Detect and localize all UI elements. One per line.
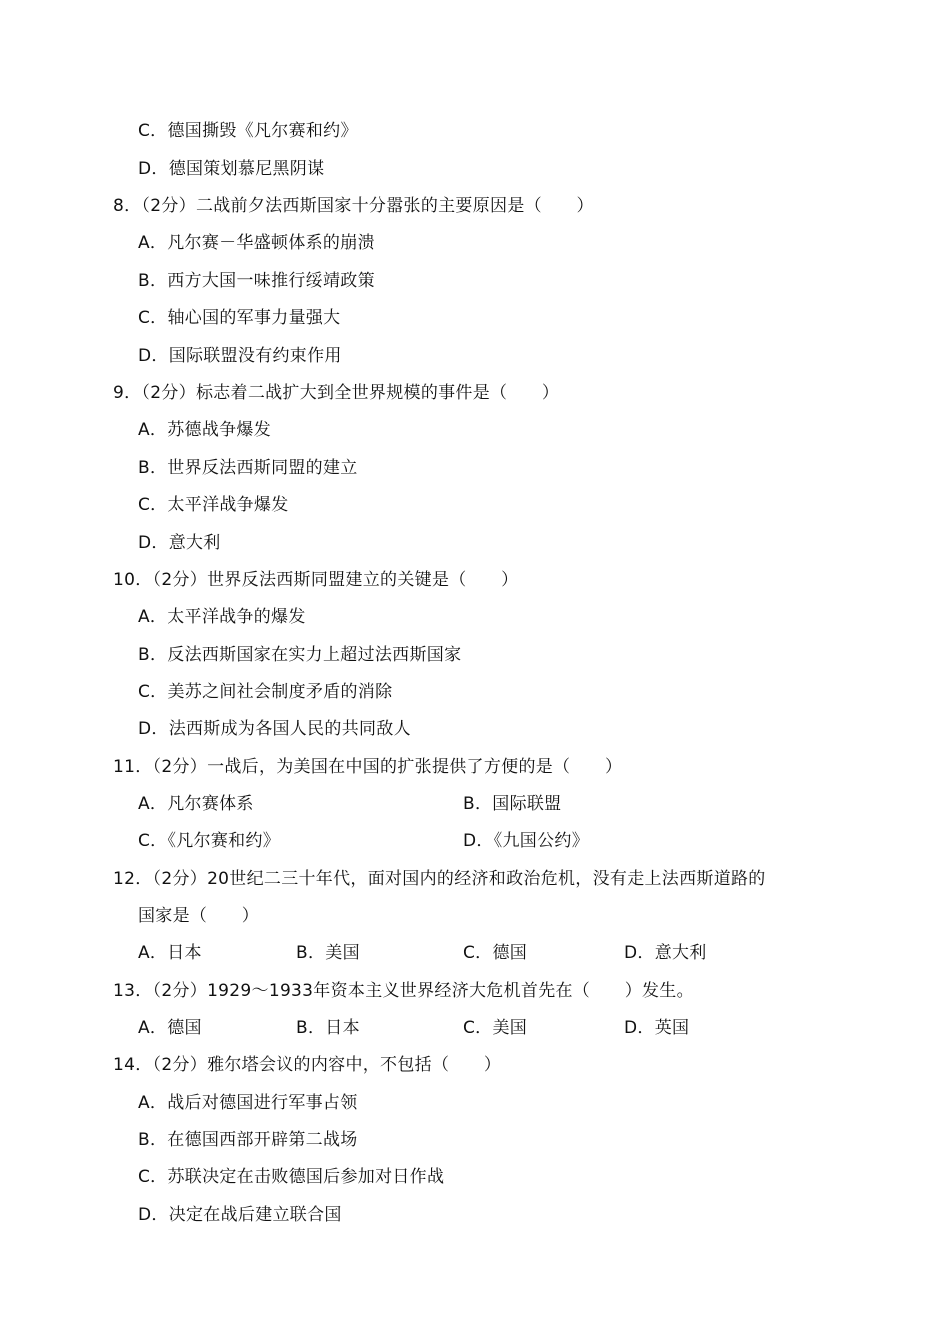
option-letter: B． — [296, 1018, 326, 1038]
q14-option-b — [138, 1129, 358, 1151]
q11-option-b — [463, 793, 561, 815]
option-text: 国际联盟没有约束作用 — [168, 346, 342, 366]
q9-option-a — [138, 419, 271, 441]
option-text: 反法西斯国家在实力上超过法西斯国家 — [167, 645, 462, 665]
option-text: 苏德战争爆发 — [167, 420, 272, 440]
option-letter: C． — [463, 943, 493, 963]
option-letter: A． — [138, 794, 168, 814]
question-text: （2分）雅尔塔会议的内容中，不包括（ ） — [152, 1055, 502, 1075]
q11-option-c — [138, 830, 280, 852]
option-letter: D． — [624, 943, 655, 963]
question-number: 8． — [113, 196, 142, 216]
option-text: 凡尔赛体系 — [167, 794, 254, 814]
option-letter: D． — [138, 719, 169, 739]
q10-option-b — [138, 644, 461, 666]
option-text: 意大利 — [654, 943, 707, 963]
option-text: 决定在战后建立联合国 — [168, 1205, 342, 1225]
q8-stem — [113, 195, 594, 217]
option-letter: C． — [138, 308, 168, 328]
question-text: （2分）世界反法西斯同盟建立的关键是（ ） — [152, 570, 519, 590]
q12-stem — [113, 868, 766, 890]
question-number: 10． — [113, 570, 153, 590]
q14-stem — [113, 1054, 501, 1076]
option-letter: B． — [138, 1130, 168, 1150]
option-letter: A． — [138, 420, 168, 440]
q11-option-d — [463, 830, 589, 852]
option-letter: D． — [624, 1018, 655, 1038]
option-text: 德国撕毁《凡尔赛和约》 — [167, 121, 358, 141]
option-letter: A． — [138, 233, 168, 253]
q10-option-c — [138, 681, 392, 703]
q9-stem — [113, 382, 559, 404]
q7-option-c — [138, 120, 358, 142]
option-text: 德国 — [167, 1018, 202, 1038]
q9-option-b — [138, 457, 358, 479]
q13-stem — [113, 980, 694, 1002]
q13-option-c — [463, 1017, 527, 1039]
option-text: 美国 — [325, 943, 360, 963]
question-number: 9． — [113, 383, 142, 403]
option-letter: B． — [138, 271, 168, 291]
option-letter: C． — [138, 831, 168, 851]
q12-option-c — [463, 942, 527, 964]
q13-option-b — [296, 1017, 360, 1039]
q10-option-d — [138, 718, 411, 740]
option-text: 德国 — [492, 943, 528, 963]
option-text: 《九国公约》 — [493, 831, 590, 851]
question-text: （2分）1929～1933年资本主义世界经济大危机首先在（ ）发生。 — [152, 981, 694, 1001]
option-text: 太平洋战争爆发 — [167, 495, 289, 515]
option-text: 西方大国一味推行绥靖政策 — [167, 271, 375, 291]
q8-option-d — [138, 345, 342, 367]
q10-option-a — [138, 606, 306, 628]
option-text: 日本 — [325, 1018, 360, 1038]
q11-stem — [113, 756, 622, 778]
option-letter: B． — [463, 794, 493, 814]
option-letter: C． — [138, 1167, 168, 1187]
question-number: 13． — [113, 981, 153, 1001]
q12-option-a — [138, 942, 202, 964]
q14-option-a — [138, 1092, 358, 1114]
option-letter: B． — [296, 943, 326, 963]
question-number: 14． — [113, 1055, 153, 1075]
option-text: 美苏之间社会制度矛盾的消除 — [167, 682, 393, 702]
q14-option-d — [138, 1204, 342, 1226]
option-letter: D． — [138, 159, 169, 179]
option-letter: C． — [138, 121, 168, 141]
q7-option-d — [138, 158, 324, 180]
option-letter: A． — [138, 1093, 168, 1113]
q14-option-c — [138, 1166, 444, 1188]
option-text: 国际联盟 — [492, 794, 562, 814]
question-text: （2分）二战前夕法西斯国家十分嚣张的主要原因是（ ） — [141, 196, 594, 216]
option-text: 日本 — [167, 943, 202, 963]
option-text: 《凡尔赛和约》 — [167, 831, 281, 851]
q8-option-b — [138, 270, 375, 292]
option-text: 凡尔赛－华盛顿体系的崩溃 — [167, 233, 375, 253]
option-text: 在德国西部开辟第二战场 — [167, 1130, 358, 1150]
q12-option-b — [296, 942, 360, 964]
q13-option-d — [624, 1017, 689, 1039]
q12-stem-continued: 国家是（ ） — [138, 906, 260, 926]
option-letter: C． — [138, 495, 168, 515]
question-text: （2分）一战后，为美国在中国的扩张提供了方便的是（ ） — [152, 757, 623, 777]
question-text: （2分）标志着二战扩大到全世界规模的事件是（ ） — [141, 383, 560, 403]
option-text: 英国 — [654, 1018, 690, 1038]
option-letter: D． — [138, 533, 169, 553]
option-letter: C． — [463, 1018, 493, 1038]
option-text: 轴心国的军事力量强大 — [167, 308, 341, 328]
question-number: 11． — [113, 757, 153, 777]
q8-option-a — [138, 232, 375, 254]
option-text: 世界反法西斯同盟的建立 — [167, 458, 358, 478]
q8-option-c — [138, 307, 340, 329]
q9-option-c — [138, 494, 289, 516]
option-letter: B． — [138, 458, 168, 478]
option-letter: A． — [138, 607, 168, 627]
option-text: 太平洋战争的爆发 — [167, 607, 306, 627]
q11-option-a — [138, 793, 254, 815]
option-text: 战后对德国进行军事占领 — [167, 1093, 358, 1113]
option-text: 法西斯成为各国人民的共同敌人 — [168, 719, 411, 739]
option-letter: D． — [138, 346, 169, 366]
question-number: 12． — [113, 869, 153, 889]
question-text: （2分）20世纪二三十年代，面对国内的经济和政治危机，没有走上法西斯道路的 — [152, 869, 766, 889]
q10-stem — [113, 569, 518, 591]
option-letter: B． — [138, 645, 168, 665]
option-text: 苏联决定在击败德国后参加对日作战 — [167, 1167, 445, 1187]
option-letter: A． — [138, 1018, 168, 1038]
option-letter: D． — [463, 831, 494, 851]
option-text: 德国策划慕尼黑阴谋 — [168, 159, 325, 179]
q12-option-d — [624, 942, 707, 964]
option-text: 美国 — [492, 1018, 528, 1038]
option-letter: D． — [138, 1205, 169, 1225]
option-text: 意大利 — [168, 533, 221, 553]
option-letter: C． — [138, 682, 168, 702]
q13-option-a — [138, 1017, 202, 1039]
q9-option-d — [138, 532, 221, 554]
option-letter: A． — [138, 943, 168, 963]
